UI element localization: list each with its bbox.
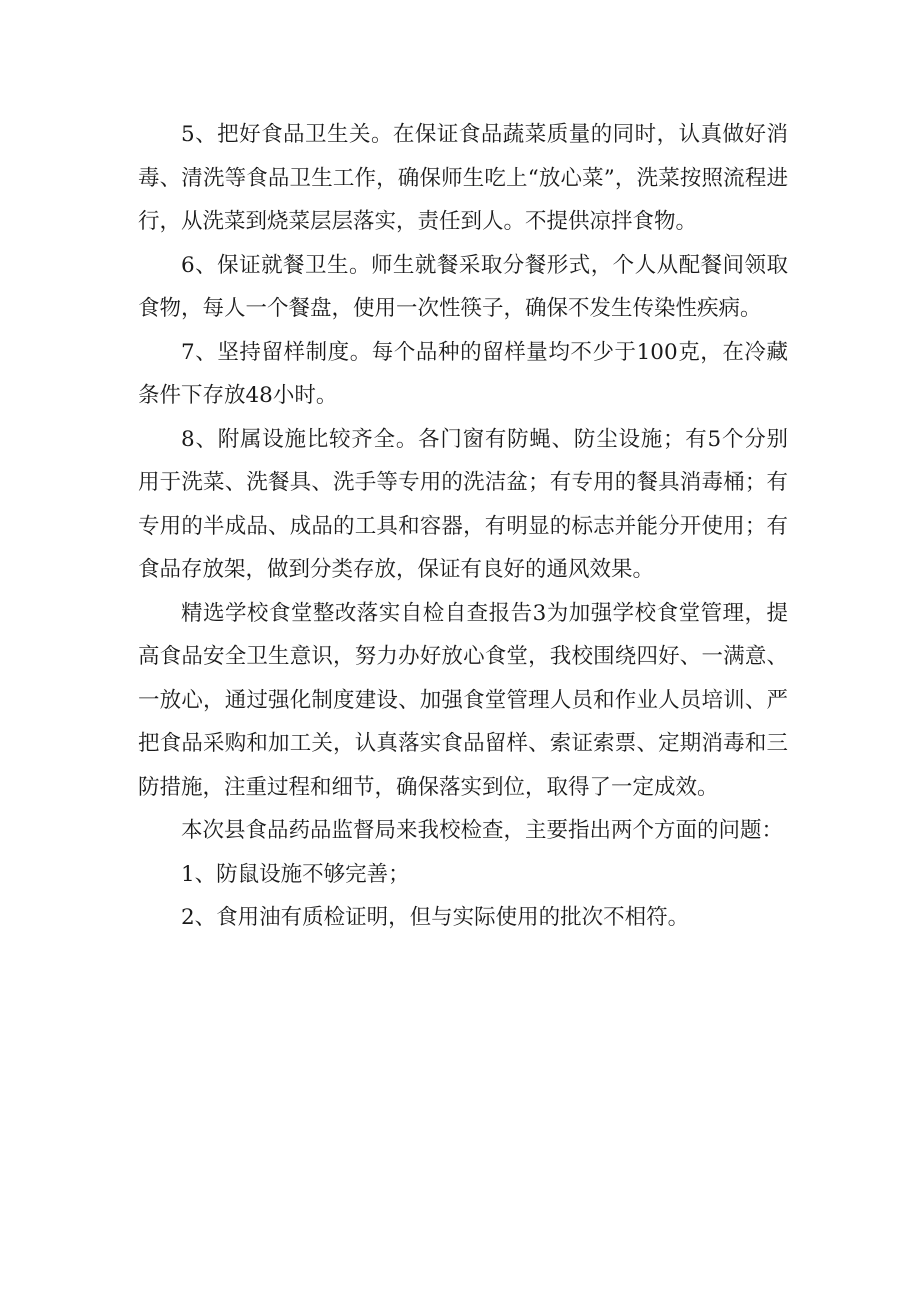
paragraph-dining-hygiene: 6、保证就餐卫生。师生就餐采取分餐形式，个人从配餐间领取食物，每人一个餐盘，使用一次性筷子，确保不发生传染性疾病。 xyxy=(138,252,788,321)
paragraph-food-hygiene: 5、把好食品卫生关。在保证食品蔬菜质量的同时，认真做好消毒、清洗等食品卫生工作，确保师生吃上“放心菜”，洗菜按照流程进行，从洗菜到烧菜层层落实，责任到人。不提供凉拌食物。 xyxy=(138,122,788,234)
paragraph-issue-1: 1、防鼠设施不够完善； xyxy=(181,861,410,887)
document-body xyxy=(138,113,788,940)
paragraph-facilities: 8、附属设施比较齐全。各门窗有防蝇、防尘设施；有5个分别用于洗菜、洗餐具、洗手等专用的洗洁盆；有专用的餐具消毒桶；有专用的半成品、成品的工具和容器，有明显的标志并能分开使用；有食品存放架，做到分类存放，保证有良好的通风效果。 xyxy=(138,426,788,582)
paragraph-sample-retention: 7、坚持留样制度。每个品种的留样量均不少于100克，在冷藏条件下存放48小时。 xyxy=(138,339,788,408)
paragraph-inspection: 本次县食品药品监督局来我校检查，主要指出两个方面的问题： xyxy=(181,818,784,843)
paragraph-report-intro: 精选学校食堂整改落实自检自查报告3为加强学校食堂管理，提高食品安全卫生意识，努力办好放心食堂，我校围绕四好、一满意、一放心，通过强化制度建设、加强食堂管理人员和作业人员培训、严把食品采购和加工关，认真落实食品留样、索证索票、定期消毒和三防措施，注重过程和细节，确保落实到位，取得了一定成效。 xyxy=(138,600,788,800)
paragraph-issue-2: 2、食用油有质检证明，但与实际使用的批次不相符。 xyxy=(181,905,690,930)
